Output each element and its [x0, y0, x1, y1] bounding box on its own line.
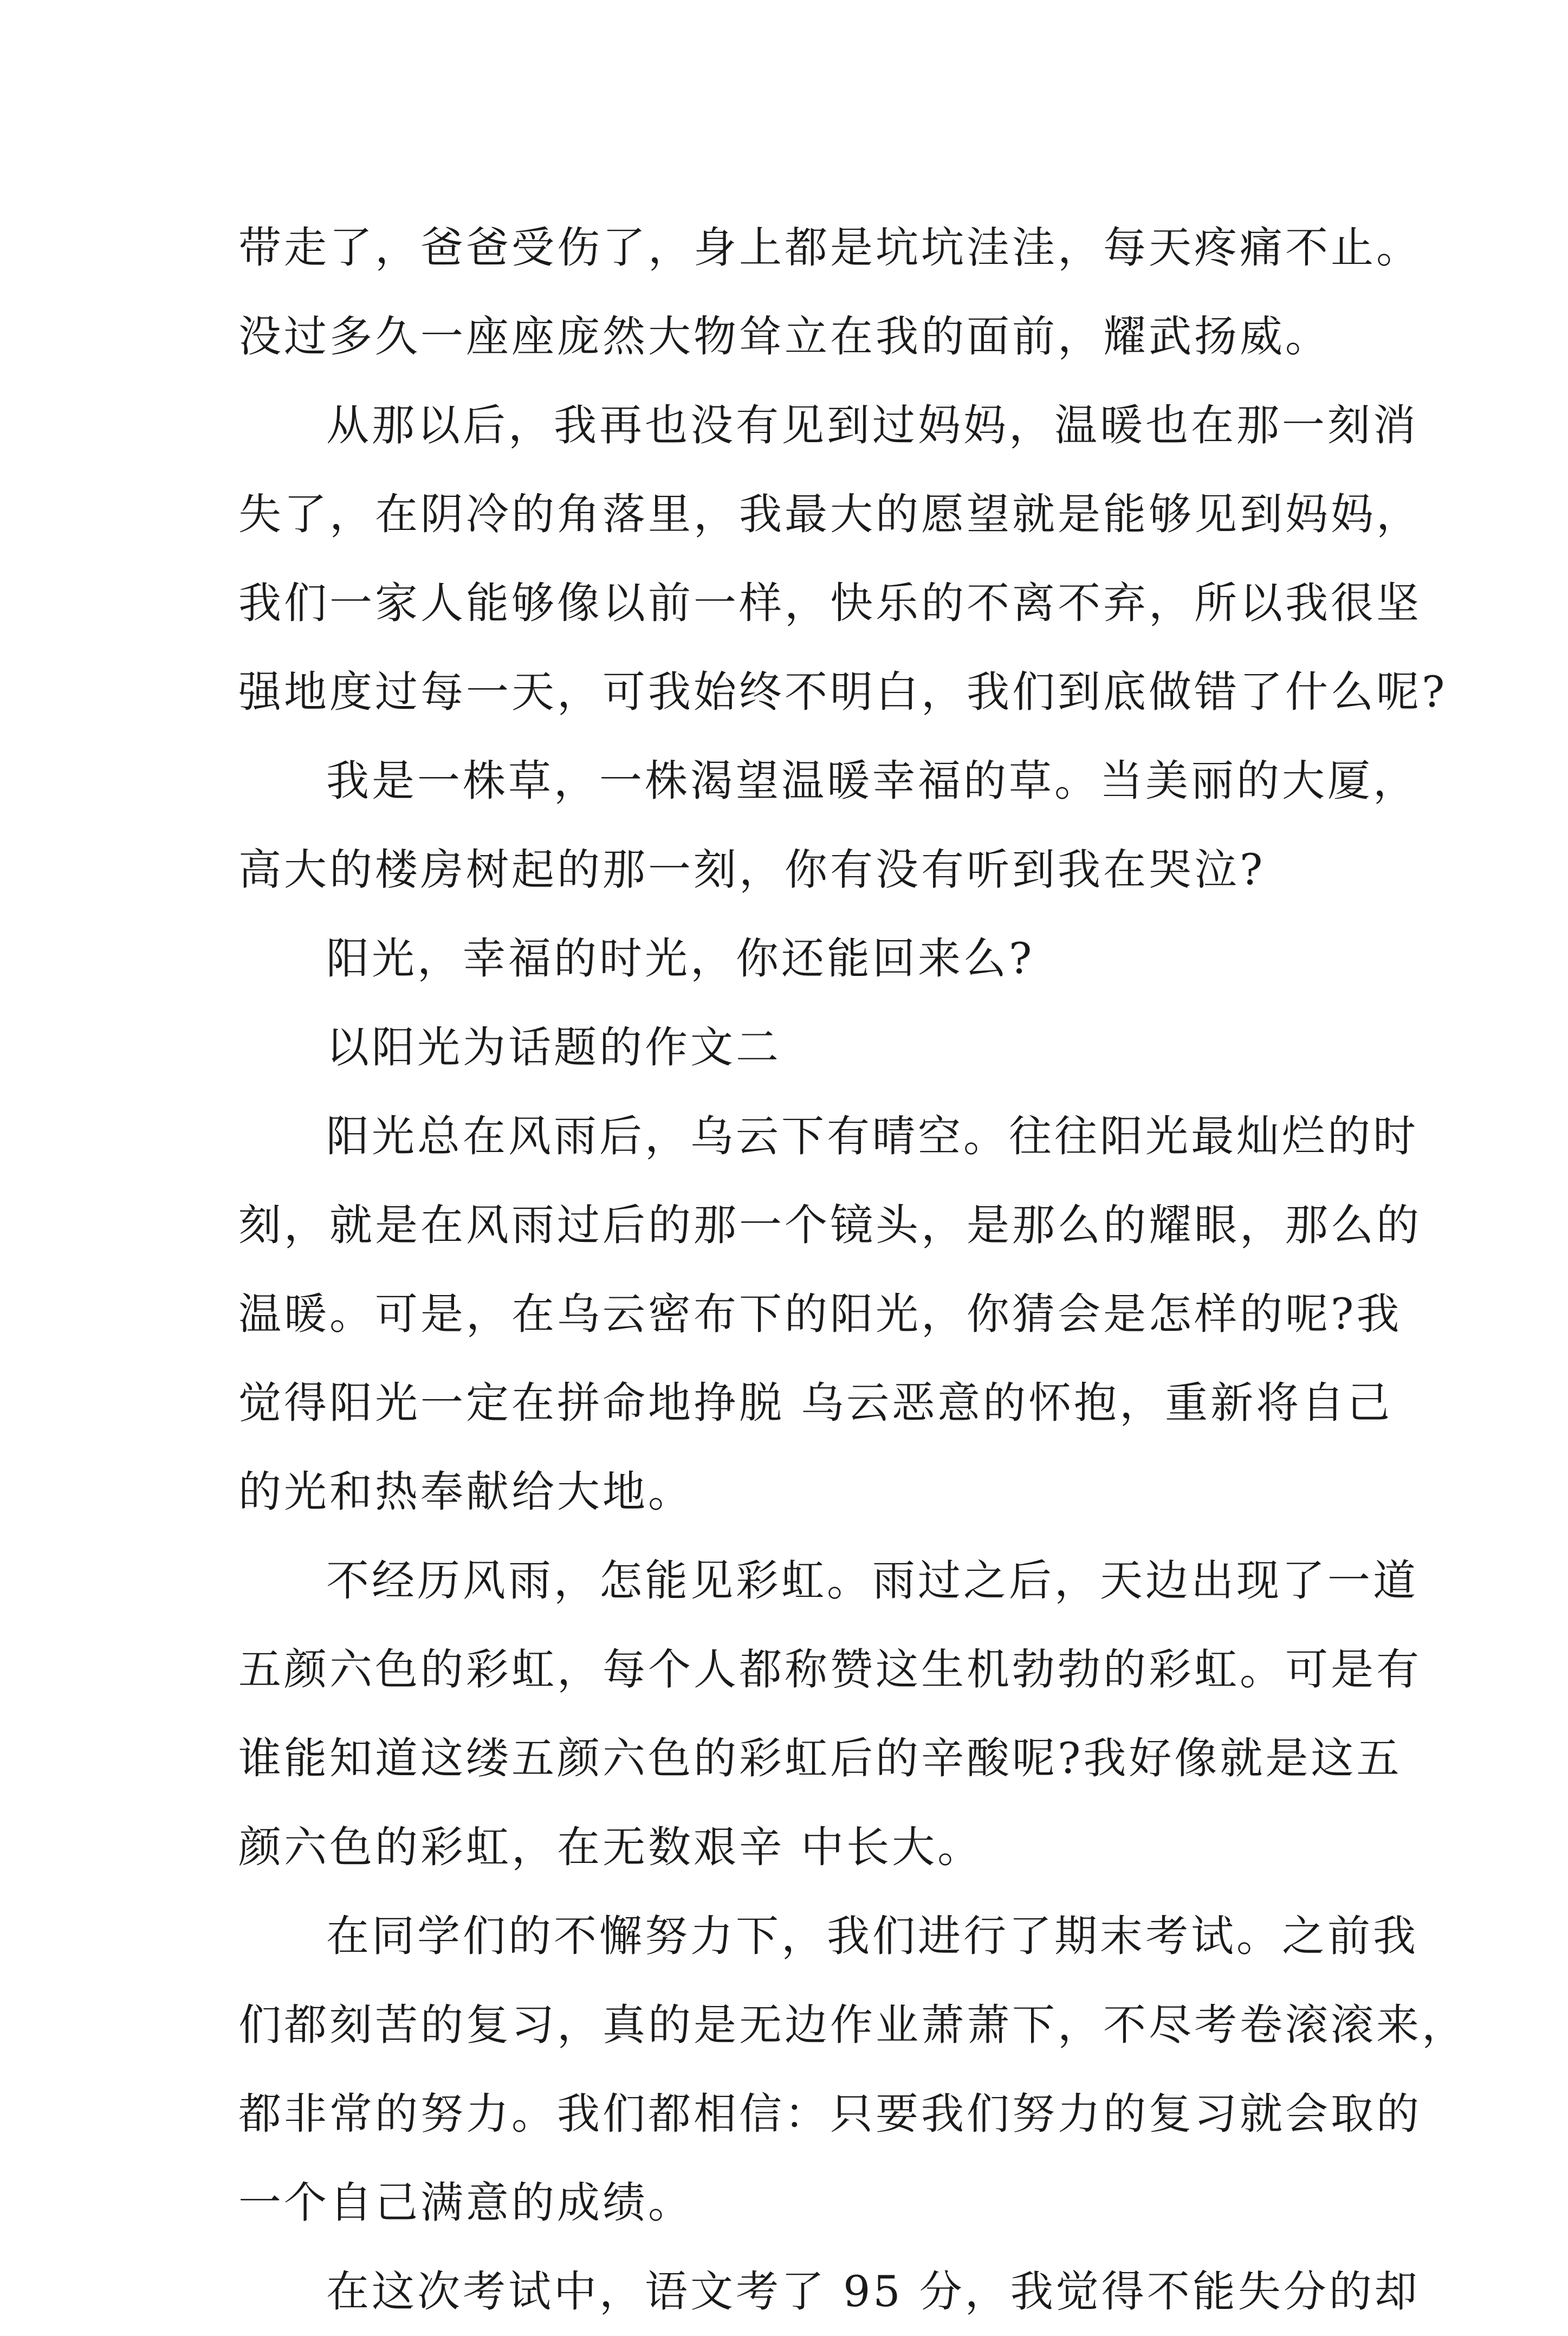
text-line: 不经历风雨，怎能见彩虹。雨过之后，天边出现了一道: [326, 1556, 1418, 1606]
text-line: 一个自己满意的成绩。: [238, 2178, 694, 2228]
section-heading: 以阳光为话题的作文二: [326, 1023, 781, 1072]
text-line: 刻，就是在风雨过后的那一个镜头，是那么的耀眼，那么的: [238, 1200, 1422, 1250]
text-line: 们都刻苦的复习，真的是无边作业萧萧下，不尽考卷滚滚来，: [238, 2000, 1467, 2050]
document-body: [238, 203, 1467, 2336]
text-line: 失了，在阴冷的角落里，我最大的愿望就是能够见到妈妈，: [238, 489, 1422, 539]
text-line: 我是一株草，一株渴望温暖幸福的草。当美丽的大厦，: [326, 756, 1418, 806]
text-line: 五颜六色的彩虹，每个人都称赞这生机勃勃的彩虹。可是有: [238, 1645, 1422, 1694]
text-line: 没过多久一座座庞然大物耸立在我的面前，耀武扬威。: [238, 312, 1331, 361]
text-line: 强地度过每一天，可我始终不明白，我们到底做错了什么呢?: [238, 667, 1448, 717]
text-line: 在这次考试中，语文考了 95 分，我觉得不能失分的却: [326, 2267, 1420, 2316]
text-line: 我们一家人能够像以前一样，快乐的不离不弃，所以我很坚: [238, 578, 1422, 628]
text-line: 从那以后，我再也没有见到过妈妈，温暖也在那一刻消: [326, 400, 1418, 450]
text-line: 颜六色的彩虹，在无数艰辛 中长大。: [238, 1822, 983, 1872]
text-line: 阳光总在风雨后，乌云下有晴空。往往阳光最灿烂的时: [326, 1111, 1418, 1161]
text-line: 温暖。可是，在乌云密布下的阳光，你猜会是怎样的呢?我: [238, 1289, 1402, 1339]
text-line: 的光和热奉献给大地。: [238, 1467, 694, 1517]
text-line: 谁能知道这缕五颜六色的彩虹后的辛酸呢?我好像就是这五: [238, 1733, 1402, 1783]
text-line: 都非常的努力。我们都相信：只要我们努力的复习就会取的: [238, 2089, 1422, 2139]
text-line: 觉得阳光一定在拼命地挣脱 乌云恶意的怀抱，重新将自己: [238, 1378, 1393, 1428]
text-line: 高大的楼房树起的那一刻，你有没有听到我在哭泣?: [238, 845, 1266, 895]
text-line: 带走了，爸爸受伤了，身上都是坑坑洼洼，每天疼痛不止。: [238, 223, 1422, 273]
text-line: 在同学们的不懈努力下，我们进行了期末考试。之前我: [326, 1911, 1418, 1961]
text-line: 阳光，幸福的时光，你还能回来么?: [326, 934, 1035, 983]
